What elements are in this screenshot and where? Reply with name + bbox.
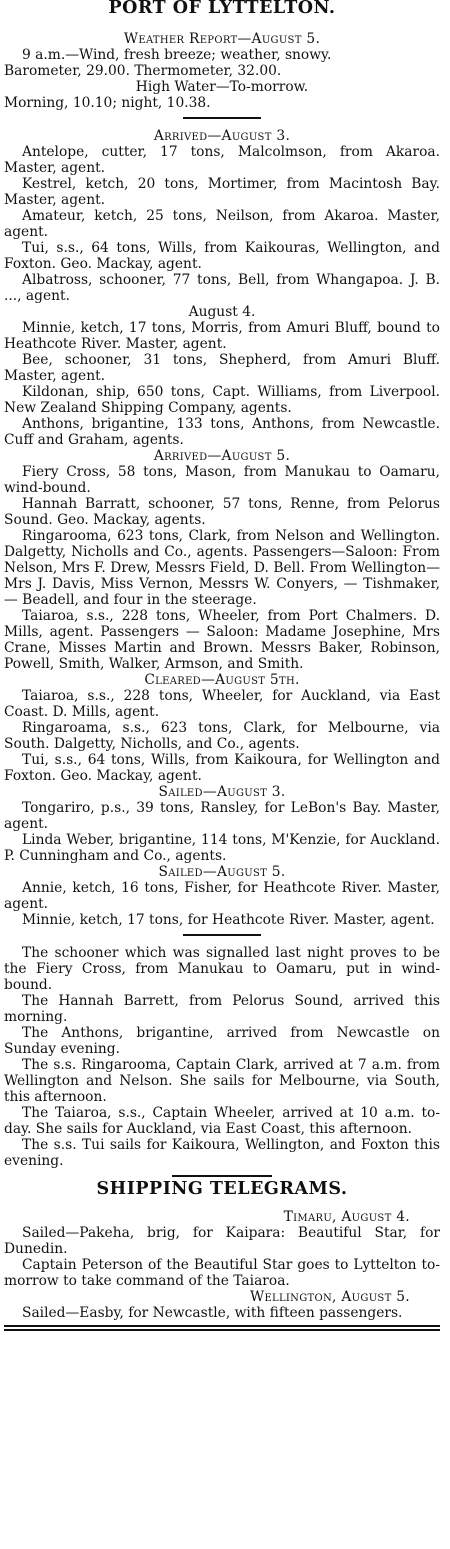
weather-line: 9 a.m.—Wind, fresh breeze; weather, snowy. bbox=[22, 47, 332, 63]
weather-line: High Water—To-morrow. bbox=[135, 79, 309, 95]
shipping-entry: Ringaroama, s.s., 623 tons, Clark, for Melbourne, via South. Dalgetty, Nicholls, and Co., agents. bbox=[4, 720, 440, 752]
shipping-entry: Fiery Cross, 58 tons, Mason, from Manukau to Oamaru, wind-bound. bbox=[4, 464, 440, 496]
shipping-entry: Minnie, ketch, 17 tons, Morris, from Amuri Bluff, bound to Heathcote River. Master, agent. bbox=[4, 320, 440, 352]
section-heading: Arrived—August 5. bbox=[153, 448, 291, 464]
telegram-paragraph: Captain Peterson of the Beautiful Star goes to Lyttelton to-morrow to take command of the Taiaroa. bbox=[4, 1257, 440, 1289]
sailed-august-3-section bbox=[4, 784, 440, 864]
shipping-entry: Hannah Barratt, schooner, 57 tons, Renne, from Pelorus Sound. Geo. Mackay, agents. bbox=[4, 496, 440, 528]
weather-heading: Weather Report—August 5. bbox=[123, 31, 321, 47]
dateline-timaru: Timaru, August 4. bbox=[283, 1209, 410, 1225]
shipping-entry: Antelope, cutter, 17 tons, Malcolmson, from Akaroa. Master, agent. bbox=[4, 144, 440, 176]
shipping-entry: Linda Weber, brigantine, 114 tons, M'Kenzie, for Auckland. P. Cunningham and Co., agents. bbox=[4, 832, 440, 864]
page-title: PORT OF LYTTELTON. bbox=[108, 0, 336, 18]
shipping-entry: Ringarooma, 623 tons, Clark, from Nelson and Wellington. Dalgetty, Nicholls and Co., agents. Passengers—Saloon: From Nelson, Mrs F. Drew, Messrs Field, D. Bell. From Wellington—Mrs J. Davis, Miss Vernon, Messrs W. Conyers, — Tishmaker, — Beadell, and four in the steerage. bbox=[4, 528, 440, 608]
sailed-august-5-section bbox=[4, 864, 440, 928]
shipping-entry: Tongariro, p.s., 39 tons, Ransley, for LeBon's Bay. Master, agent. bbox=[4, 800, 440, 832]
telegrams-title: SHIPPING TELEGRAMS. bbox=[96, 1179, 348, 1199]
shipping-entry: Minnie, ketch, 17 tons, for Heathcote River. Master, agent. bbox=[22, 912, 435, 928]
shipping-entry: Tui, s.s., 64 tons, Wills, from Kaikouras, Wellington, and Foxton. Geo. Mackay, agent. bbox=[4, 240, 440, 272]
arrived-august-4-section bbox=[4, 304, 440, 448]
section-heading: Cleared—August 5th. bbox=[144, 672, 300, 688]
divider bbox=[183, 934, 261, 936]
weather-report bbox=[4, 31, 440, 111]
weather-line: Barometer, 29.00. Thermometer, 32.00. bbox=[4, 63, 282, 79]
shipping-entry: Taiaroa, s.s., 228 tons, Wheeler, from Port Chalmers. D. Mills, agent. Passengers — Saloon: Madame Josephine, Mrs Crane, Misses Martin and Brown. Messrs Baker, Robinson, Powell, Smith, Walker, Armson, and Smith. bbox=[4, 608, 440, 672]
weather-line: Morning, 10.10; night, 10.38. bbox=[4, 95, 211, 111]
telegram-paragraph: Sailed—Pakeha, brig, for Kaipara: Beautiful Star, for Dunedin. bbox=[4, 1225, 440, 1257]
news-paragraph: The s.s. Tui sails for Kaikoura, Wellington, and Foxton this evening. bbox=[4, 1137, 440, 1169]
shipping-news bbox=[4, 945, 440, 1169]
dateline-wellington: Wellington, August 5. bbox=[249, 1289, 410, 1305]
telegram-paragraph: Sailed—Easby, for Newcastle, with fifteen passengers. bbox=[22, 1305, 403, 1321]
arrived-august-5-section bbox=[4, 448, 440, 672]
shipping-entry: Anthons, brigantine, 133 tons, Anthons, from Newcastle. Cuff and Graham, agents. bbox=[4, 416, 440, 448]
news-paragraph: The Taiaroa, s.s., Captain Wheeler, arrived at 10 a.m. to-day. She sails for Auckland, via East Coast, this afternoon. bbox=[4, 1105, 440, 1137]
news-paragraph: The Hannah Barrett, from Pelorus Sound, arrived this morning. bbox=[4, 993, 440, 1025]
news-paragraph: The schooner which was signalled last night proves to be the Fiery Cross, from Manukau to Oamaru, put in wind-bound. bbox=[4, 945, 440, 993]
shipping-entry: Tui, s.s., 64 tons, Wills, from Kaikoura, for Wellington and Foxton. Geo. Mackay, agent. bbox=[4, 752, 440, 784]
divider bbox=[183, 117, 261, 119]
news-paragraph: The Anthons, brigantine, arrived from Newcastle on Sunday evening. bbox=[4, 1025, 440, 1057]
arrived-august-3-section bbox=[4, 128, 440, 304]
section-heading: Sailed—August 3. bbox=[158, 784, 286, 800]
shipping-entry: Albatross, schooner, 77 tons, Bell, from Whangapoa. J. B. ..., agent. bbox=[4, 272, 440, 304]
cleared-august-5-section bbox=[4, 672, 440, 784]
end-rule bbox=[4, 1325, 440, 1331]
shipping-entry: Bee, schooner, 31 tons, Shepherd, from Amuri Bluff. Master, agent. bbox=[4, 352, 440, 384]
section-heading: August 4. bbox=[188, 304, 256, 320]
shipping-entry: Kestrel, ketch, 20 tons, Mortimer, from Macintosh Bay. Master, agent. bbox=[4, 176, 440, 208]
shipping-entry: Amateur, ketch, 25 tons, Neilson, from Akaroa. Master, agent. bbox=[4, 208, 440, 240]
section-heading: Sailed—August 5. bbox=[158, 864, 286, 880]
shipping-entry: Kildonan, ship, 650 tons, Capt. Williams, from Liverpool. New Zealand Shipping Company, agents. bbox=[4, 384, 440, 416]
shipping-entry: Annie, ketch, 16 tons, Fisher, for Heathcote River. Master, agent. bbox=[4, 880, 440, 912]
shipping-telegrams bbox=[4, 1181, 440, 1321]
divider bbox=[172, 1175, 272, 1177]
shipping-entry: Taiaroa, s.s., 228 tons, Wheeler, for Auckland, via East Coast. D. Mills, agent. bbox=[4, 688, 440, 720]
news-paragraph: The s.s. Ringarooma, Captain Clark, arrived at 7 a.m. from Wellington and Nelson. She sails for Melbourne, via South, this afternoon. bbox=[4, 1057, 440, 1105]
section-heading: Arrived—August 3. bbox=[153, 128, 291, 144]
